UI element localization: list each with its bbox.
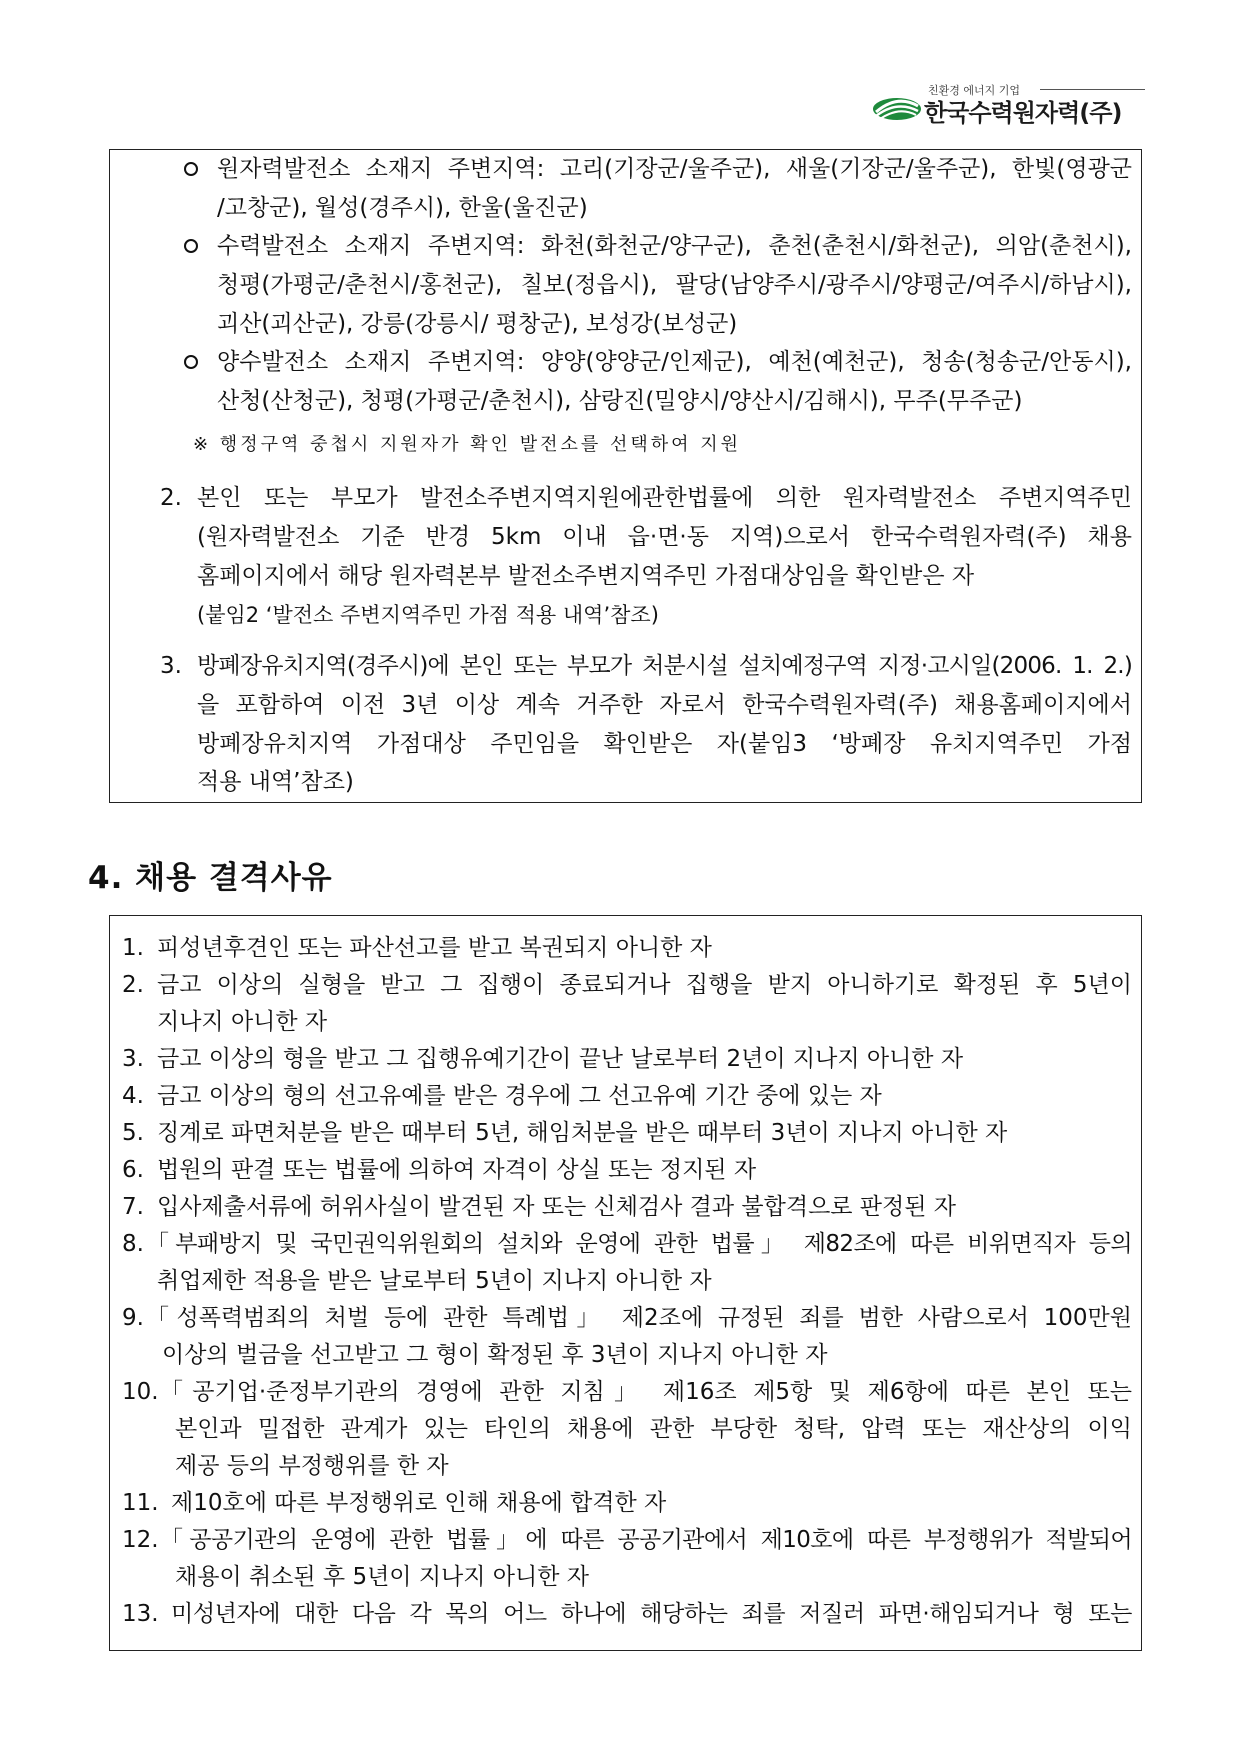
bullet-line: 청평(가평군/춘천시/홍천군), 칠보(정읍시), 팔당(남양주시/광주시/양평군/여주시/하남시), <box>217 272 1132 298</box>
item-number: 3. <box>160 653 182 679</box>
item-line: 적용 내역’참조) <box>197 769 354 795</box>
item-line: 금고 이상의 형을 받고 그 집행유예기간이 끝난 날로부터 2년이 지나지 아니한 자 <box>157 1046 964 1072</box>
item-line: 제10호에 따른 부정행위로 인해 채용에 합격한 자 <box>171 1490 667 1516</box>
item-number: 7. <box>122 1194 144 1220</box>
item-line: 본인과 밀접한 관계가 있는 타인의 채용에 관한 부당한 청탁, 압력 또는 재산상의 이익 <box>175 1416 1132 1442</box>
item-line: 을 포함하여 이전 3년 이상 계속 거주한 자로서 한국수력원자력(주) 채용홈페이지에서 <box>197 692 1132 718</box>
item-number: 3. <box>122 1046 144 1072</box>
item-number: 2. <box>122 972 144 998</box>
item-number: 9. <box>122 1305 144 1331</box>
item-number: 1. <box>122 935 144 961</box>
bullet-line: /고창군), 월성(경주시), 한울(울진군) <box>217 195 588 221</box>
item-number: 4. <box>122 1083 144 1109</box>
company-tagline: 친환경 에너지 기업 <box>928 84 1021 97</box>
section-title: 4. 채용 결격사유 <box>88 860 333 896</box>
item-line: 방폐장유치지역(경주시)에 본인 또는 부모가 처분시설 설치예정구역 지정·고시일(2006. 1. 2.) <box>197 653 1132 679</box>
item-line: 본인 또는 부모가 발전소주변지역지원에관한법률에 의한 원자력발전소 주변지역주민 <box>197 485 1132 511</box>
bullet-line: 양수발전소 소재지 주변지역: 양양(양양군/인제군), 예천(예천군), 청송(청송군/안동시), <box>217 349 1132 375</box>
item-line: 지나지 아니한 자 <box>157 1009 328 1035</box>
item-number: 5. <box>122 1120 144 1146</box>
bullet-line: 산청(산청군), 청평(가평군/춘천시), 삼랑진(밀양시/양산시/김해시), 무주(무주군) <box>217 388 1023 414</box>
item-line: 「부패방지 및 국민권익위원회의 설치와 운영에 관한 법률」 제82조에 따른 비위면직자 등의 <box>146 1231 1132 1257</box>
item-number: 13. <box>122 1601 159 1627</box>
item-line: (원자력발전소 기준 반경 5km 이내 읍·면·동 지역)으로서 한국수력원자력(주) 채용 <box>197 524 1132 550</box>
bullet-line: 괴산(괴산군), 강릉(강릉시/ 평창군), 보성강(보성군) <box>217 311 738 337</box>
item-line: 이상의 벌금을 선고받고 그 형이 확정된 후 3년이 지나지 아니한 자 <box>162 1342 828 1368</box>
item-line: (붙임2 ‘발전소 주변지역주민 가점 적용 내역’참조) <box>197 603 659 627</box>
item-line: 「성폭력범죄의 처벌 등에 관한 특례법」 제2조에 규정된 죄를 범한 사람으로서 100만원 <box>146 1305 1132 1331</box>
item-line: 홈페이지에서 해당 원자력본부 발전소주변지역주민 가점대상임을 확인받은 자 <box>197 563 975 589</box>
jurisdiction-note: ※ 행정구역 중첩시 지원자가 확인 발전소를 선택하여 지원 <box>193 434 742 455</box>
item-line: 입사제출서류에 허위사실이 발견된 자 또는 신체검사 결과 불합격으로 판정된 자 <box>157 1194 956 1220</box>
bullet-line: 수력발전소 소재지 주변지역: 화천(화천군/양구군), 춘천(춘천시/화천군), 의암(춘천시), <box>217 233 1132 259</box>
item-line: 법원의 판결 또는 법률에 의하여 자격이 상실 또는 정지된 자 <box>157 1157 757 1183</box>
item-number: 6. <box>122 1157 144 1183</box>
company-name: 한국수력원자력(주) <box>924 99 1122 127</box>
item-number: 12. <box>122 1527 159 1553</box>
item-number: 2. <box>160 485 182 511</box>
item-line: 징계로 파면처분을 받은 때부터 5년, 해임처분을 받은 때부터 3년이 지나지 아니한 자 <box>157 1120 1008 1146</box>
item-line: 「공기업·준정부기관의 경영에 관한 지침」 제16조 제5항 및 제6항에 따른 본인 또는 <box>160 1379 1132 1405</box>
item-line: 금고 이상의 형의 선고유예를 받은 경우에 그 선고유예 기간 중에 있는 자 <box>157 1083 882 1109</box>
circle-bullet-icon <box>184 239 198 253</box>
item-number: 11. <box>122 1490 159 1516</box>
item-line: 제공 등의 부정행위를 한 자 <box>175 1453 449 1479</box>
item-line: 미성년자에 대한 다음 각 목의 어느 하나에 해당하는 죄를 저질러 파면·해임되거나 형 또는 <box>171 1601 1132 1627</box>
item-line: 피성년후견인 또는 파산선고를 받고 복권되지 아니한 자 <box>157 935 712 961</box>
page-header <box>0 0 1239 130</box>
khnp-logo-icon <box>872 96 922 122</box>
item-line: 방폐장유치지역 가점대상 주민임을 확인받은 자(붙임3 ‘방폐장 유치지역주민 가점 <box>197 731 1132 757</box>
circle-bullet-icon <box>184 355 198 369</box>
tagline-divider <box>1040 89 1145 90</box>
item-line: 금고 이상의 실형을 받고 그 집행이 종료되거나 집행을 받지 아니하기로 확정된 후 5년이 <box>157 972 1132 998</box>
item-line: 「공공기관의 운영에 관한 법률」에 따른 공공기관에서 제10호에 따른 부정행위가 적발되어 <box>160 1527 1132 1553</box>
item-line: 채용이 취소된 후 5년이 지나지 아니한 자 <box>175 1564 589 1590</box>
item-number: 8. <box>122 1231 144 1257</box>
bullet-line: 원자력발전소 소재지 주변지역: 고리(기장군/울주군), 새울(기장군/울주군), 한빛(영광군 <box>217 156 1132 182</box>
circle-bullet-icon <box>184 162 198 176</box>
item-number: 10. <box>122 1379 159 1405</box>
item-line: 취업제한 적용을 받은 날로부터 5년이 지나지 아니한 자 <box>157 1268 712 1294</box>
